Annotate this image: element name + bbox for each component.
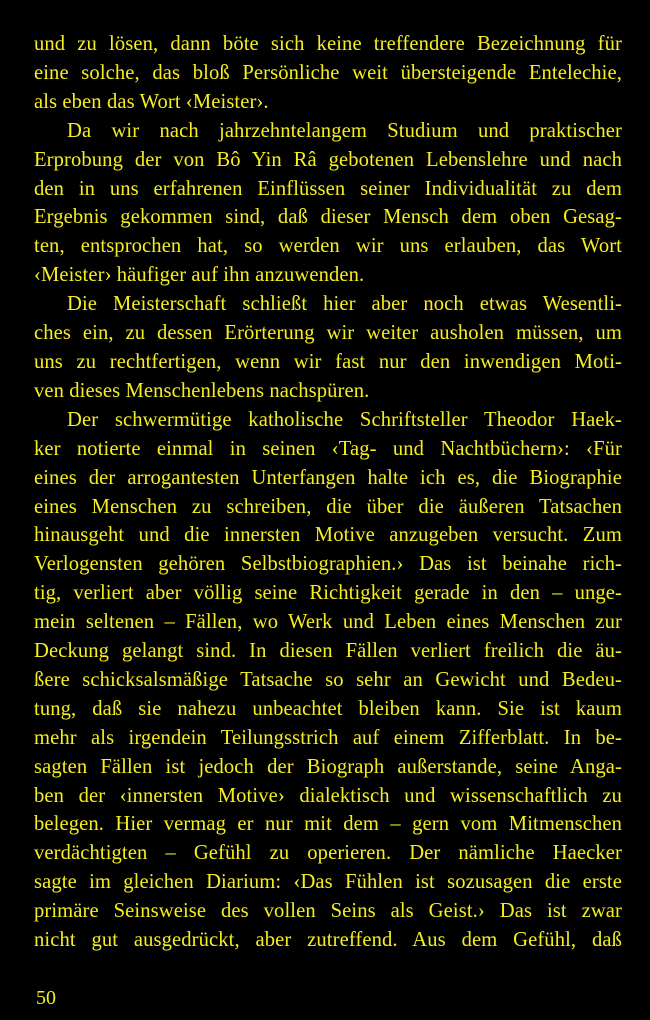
text-line: tig, verliert aber völlig seine Richtigkeit gerade in den – unge- bbox=[34, 582, 622, 605]
text-line: tung, daß sie nahezu unbeachtet bleiben kann. Sie ist kaum bbox=[34, 697, 622, 720]
text-line: belegen. Hier vermag er nur mit dem – gern vom Mitmenschen bbox=[34, 813, 622, 836]
text-line: ßere schicksalsmäßige Tatsache so sehr an Gewicht und Bedeu- bbox=[34, 668, 622, 691]
text-line: Verlogensten gehören Selbstbiographien.› Das ist beinahe rich- bbox=[34, 553, 622, 576]
text-line: mein seltenen – Fällen, wo Werk und Leben eines Menschen zur bbox=[34, 611, 622, 634]
text-line: Die Meisterschaft schließt hier aber noch etwas Wesentli- bbox=[67, 293, 622, 316]
text-line: ‹Meister› häufiger auf ihn anzuwenden. bbox=[34, 264, 365, 287]
text-line: eines Menschen zu schreiben, die über die äußeren Tatsachen bbox=[34, 495, 622, 518]
text-line: Da wir nach jahrzehntelangem Studium und praktischer bbox=[67, 119, 622, 142]
text-line: uns zu rechtfertigen, wenn wir fast nur den inwendigen Moti- bbox=[34, 350, 622, 373]
text-line: den in uns erfahrenen Einflüssen seiner Individualität zu dem bbox=[34, 177, 622, 200]
text-line: Ergebnis gekommen sind, daß dieser Mensch dem oben Gesag- bbox=[34, 206, 622, 229]
text-line: Deckung gelangt sind. In diesen Fällen verliert freilich die äu- bbox=[34, 640, 622, 663]
text-line: sagten Fällen ist jedoch der Biograph außerstande, seine Anga- bbox=[34, 755, 622, 778]
text-line: ven dieses Menschenlebens nachspüren. bbox=[34, 379, 370, 402]
text-line: Erprobung der von Bô Yin Râ gebotenen Lebenslehre und nach bbox=[34, 148, 622, 171]
body-text bbox=[34, 30, 622, 955]
text-line: primäre Seinsweise des vollen Seins als Geist.› Das ist zwar bbox=[34, 900, 622, 923]
text-line: ben der ‹innersten Motive› dialektisch und wissenschaftlich zu bbox=[34, 784, 622, 807]
text-line: als eben das Wort ‹Meister›. bbox=[34, 90, 269, 113]
text-line: verdächtigten – Gefühl zu operieren. Der nämliche Haecker bbox=[34, 842, 622, 865]
text-line: ker notierte einmal in seinen ‹Tag- und Nachtbüchern›: ‹Für bbox=[34, 437, 622, 460]
text-line: eines der arrogantesten Unterfangen halte ich es, die Biographie bbox=[34, 466, 622, 489]
text-line: nicht gut ausgedrückt, aber zutreffend. Aus dem Gefühl, daß bbox=[34, 929, 622, 952]
text-line: sagte im gleichen Diarium: ‹Das Fühlen ist sozusagen die erste bbox=[34, 871, 622, 894]
text-line: ten, entsprochen hat, so werden wir uns erlauben, das Wort bbox=[34, 235, 622, 258]
text-line: mehr als irgendein Teilungsstrich auf einem Zifferblatt. In be- bbox=[34, 726, 622, 749]
text-line: ches ein, zu dessen Erörterung wir weiter ausholen müssen, um bbox=[34, 322, 622, 345]
text-line: Der schwermütige katholische Schriftsteller Theodor Haek- bbox=[67, 408, 622, 431]
text-line: hinausgeht und die innersten Motive anzugeben versucht. Zum bbox=[34, 524, 622, 547]
text-line: und zu lösen, dann böte sich keine treffendere Bezeichnung für bbox=[34, 33, 622, 55]
page-number: 50 bbox=[36, 987, 56, 1009]
text-line: eine solche, das bloß Persönliche weit übersteigende Entelechie, bbox=[34, 61, 622, 84]
